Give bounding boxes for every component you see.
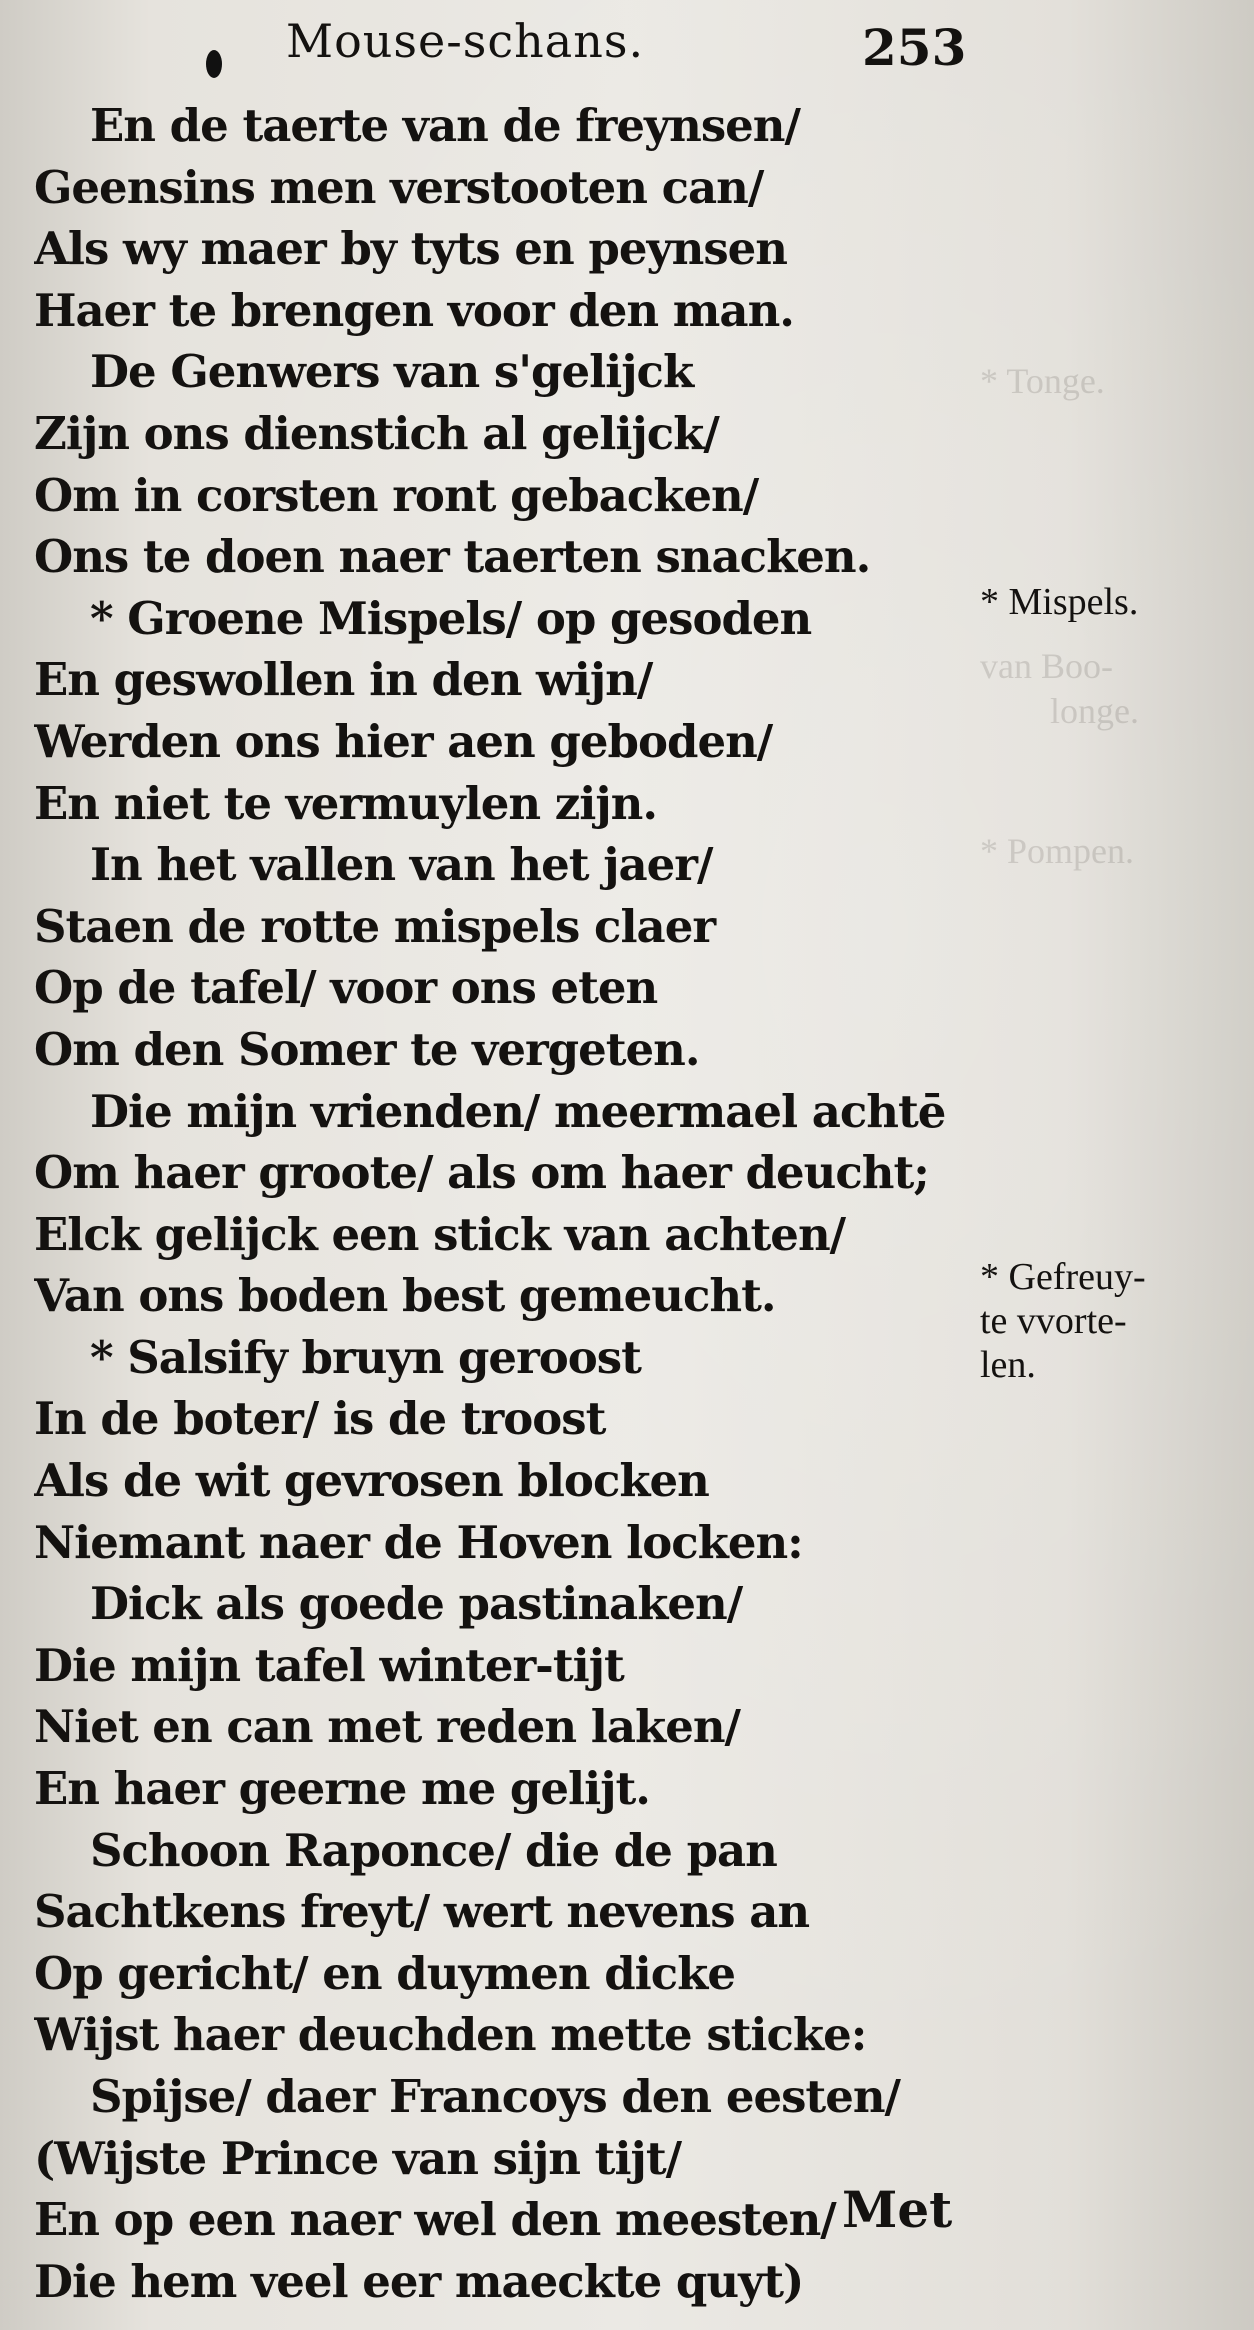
verse-line: Om in corsten ront gebacken/ <box>34 468 759 522</box>
margin-note-line: te vvorte- <box>980 1300 1127 1342</box>
verse-line: Spijse/ daer Francoys den eesten/ <box>90 2070 900 2123</box>
verse-line: Werden ons hier aen geboden/ <box>34 714 773 768</box>
verse-line: Dick als goede pastinaken/ <box>90 1577 743 1631</box>
page-number: 253 <box>862 18 967 77</box>
verse-line: Die mijn tafel winter-tijt <box>34 1638 624 1692</box>
margin-note-line: * Gefreuy- <box>980 1256 1146 1298</box>
verse-line: Geensins men verstooten can/ <box>34 160 764 214</box>
verse-line: En haer geerne me gelijt. <box>34 1762 650 1816</box>
verse-line: En op een naer wel den meesten/ <box>34 2193 836 2247</box>
verse-line: Staen de rotte mispels claer <box>34 899 716 953</box>
verse-line: Zijn ons dienstich al gelijck/ <box>34 406 719 460</box>
verse-line: Elck gelijck een stick van achten/ <box>34 1207 846 1261</box>
verse-line: Die hem veel eer maeckte quyt) <box>34 2254 804 2308</box>
verse-line: Om haer groote/ als om haer deucht; <box>34 1146 929 1200</box>
bleed-through-text: longe. <box>1050 691 1139 731</box>
verse-line: Niemant naer de Hoven locken: <box>34 1515 803 1569</box>
margin-note-gefreuyte <box>980 1255 1146 1387</box>
verse-text-block <box>34 95 964 2312</box>
verse-line: In de boter/ is de troost <box>34 1392 606 1446</box>
verse-line: Die mijn vrienden/ meermael achtē <box>90 1084 946 1138</box>
catchword: Met <box>842 2180 953 2239</box>
bleed-through-text: * Pompen. <box>980 831 1135 871</box>
verse-line: Ons te doen naer taerten snacken. <box>34 530 871 584</box>
verse-line: Als wy maer by tyts en peynsen <box>34 222 787 276</box>
bleed-through-text: * Tonge. <box>980 361 1105 401</box>
bleed-through-text: van Boo- <box>980 646 1113 686</box>
verse-line: Van ons boden best gemeucht. <box>34 1269 776 1323</box>
verse-line: De Genwers van s'gelijck <box>90 345 694 399</box>
verse-line: In het vallen van het jaer/ <box>90 838 713 892</box>
running-head: Mouse-schans. <box>286 14 645 68</box>
verse-line: Haer te brengen voor den man. <box>34 283 794 337</box>
verse-line: * Salsify bruyn geroost <box>90 1330 641 1384</box>
margin-note-mispels: * Mispels. <box>980 581 1139 623</box>
verse-line: Op gericht/ en duymen dicke <box>34 1946 735 2000</box>
verse-line: En de taerte van de freynsen/ <box>90 99 800 152</box>
verse-line: Schoon Raponce/ die de pan <box>90 1823 777 1877</box>
verse-line: En niet te vermuylen zijn. <box>34 776 658 830</box>
verse-line: Als de wit gevrosen blocken <box>34 1454 709 1508</box>
verse-line: Op de tafel/ voor ons eten <box>34 961 658 1015</box>
verse-line: Sachtkens freyt/ wert nevens an <box>34 1885 810 1939</box>
verse-line: Niet en can met reden laken/ <box>34 1700 740 1754</box>
verse-line: En geswollen in den wijn/ <box>34 653 653 707</box>
verse-line: (Wijste Prince van sijn tijt/ <box>34 2131 682 2185</box>
ink-blot <box>206 50 222 78</box>
verse-line: Om den Somer te vergeten. <box>34 1022 700 1076</box>
verse-line: Wijst haer deuchden mette sticke: <box>34 2008 867 2062</box>
verse-line: * Groene Mispels/ op gesoden <box>90 591 812 645</box>
margin-note-line: len. <box>980 1344 1036 1386</box>
